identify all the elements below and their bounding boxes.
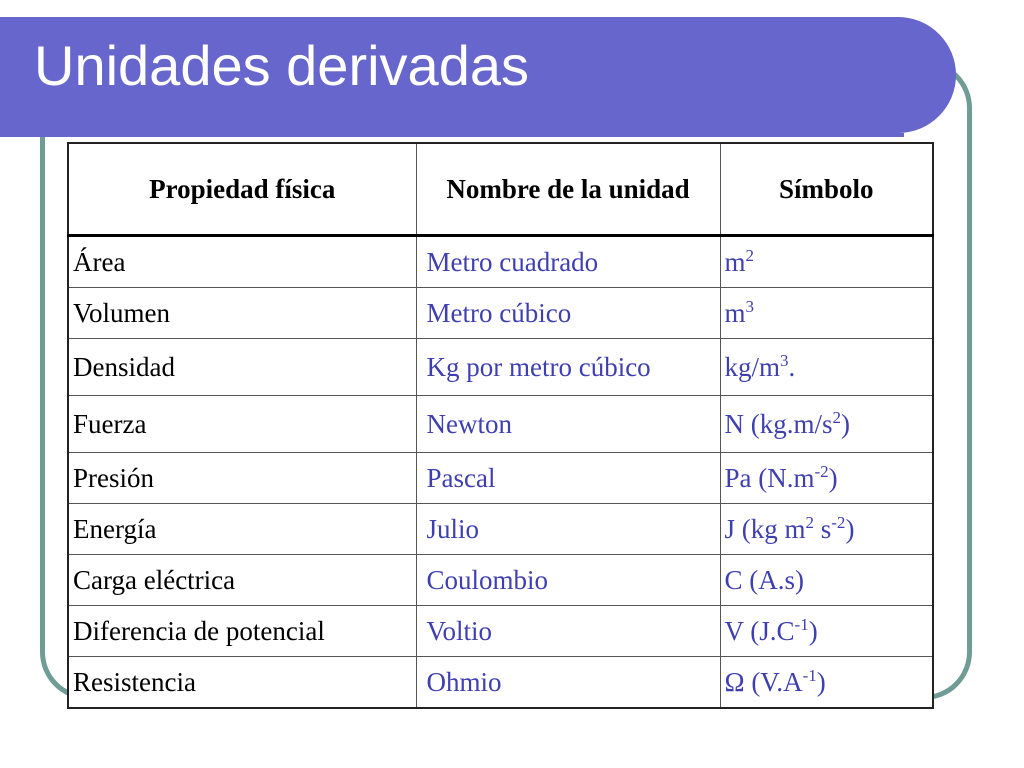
cell-property: Resistencia xyxy=(68,657,416,709)
cell-symbol xyxy=(720,396,933,453)
symbol-text: kg/m xyxy=(724,351,781,382)
title-underline xyxy=(0,133,904,137)
symbol-text: m xyxy=(724,246,746,277)
cell-unit-name: Kg por metro cúbico xyxy=(416,339,720,396)
table-row xyxy=(68,657,933,709)
symbol-text: ) xyxy=(816,666,826,697)
cell-unit-name: Coulombio xyxy=(416,555,720,606)
table-row xyxy=(68,504,933,555)
cell-property: Diferencia de potencial xyxy=(68,606,416,657)
cell-symbol xyxy=(720,657,933,709)
table-row xyxy=(68,339,933,396)
cell-symbol xyxy=(720,504,933,555)
cell-symbol xyxy=(720,453,933,504)
symbol-text: ) xyxy=(808,615,818,646)
symbol-text: J (kg m xyxy=(724,513,806,544)
header-symbol: Símbolo xyxy=(720,143,933,236)
symbol-text: m xyxy=(724,297,746,328)
cell-unit-name: Pascal xyxy=(416,453,720,504)
derived-units-table xyxy=(67,142,934,709)
table-header-row xyxy=(68,143,933,236)
symbol-text: ) xyxy=(828,462,838,493)
symbol-exponent: 3 xyxy=(745,296,755,316)
table-row xyxy=(68,288,933,339)
cell-unit-name: Voltio xyxy=(416,606,720,657)
cell-property: Densidad xyxy=(68,339,416,396)
cell-symbol xyxy=(720,606,933,657)
cell-property: Fuerza xyxy=(68,396,416,453)
table-row xyxy=(68,453,933,504)
symbol-text: Ω (V.A xyxy=(724,666,803,697)
table-row xyxy=(68,555,933,606)
header-property: Propiedad física xyxy=(68,143,416,236)
cell-symbol xyxy=(720,339,933,396)
symbol-text: N (kg.m/s xyxy=(724,408,833,439)
symbol-text: V (J.C xyxy=(724,615,795,646)
cell-property: Área xyxy=(68,236,416,288)
cell-unit-name: Newton xyxy=(416,396,720,453)
cell-property: Presión xyxy=(68,453,416,504)
table-row xyxy=(68,606,933,657)
symbol-exponent: -1 xyxy=(794,614,809,634)
symbol-exponent: 2 xyxy=(745,245,755,265)
symbol-text: s xyxy=(814,513,832,544)
cell-symbol xyxy=(720,555,933,606)
symbol-exponent: -2 xyxy=(831,512,846,532)
cell-unit-name: Metro cuadrado xyxy=(416,236,720,288)
symbol-text: ) xyxy=(845,513,855,544)
symbol-text: Pa (N.m xyxy=(724,462,815,493)
cell-property: Energía xyxy=(68,504,416,555)
cell-property: Carga eléctrica xyxy=(68,555,416,606)
slide-title: Unidades derivadas xyxy=(34,34,529,97)
header-unit-name: Nombre de la unidad xyxy=(416,143,720,236)
symbol-exponent: 2 xyxy=(805,512,814,532)
symbol-exponent: -1 xyxy=(802,665,817,685)
table-row xyxy=(68,236,933,288)
cell-property: Volumen xyxy=(68,288,416,339)
symbol-text: C (A.s) xyxy=(724,564,804,595)
cell-unit-name: Ohmio xyxy=(416,657,720,709)
table-row xyxy=(68,396,933,453)
symbol-exponent: -2 xyxy=(814,461,829,481)
cell-unit-name: Julio xyxy=(416,504,720,555)
cell-unit-name: Metro cúbico xyxy=(416,288,720,339)
cell-symbol xyxy=(720,288,933,339)
symbol-text: . xyxy=(788,351,796,382)
symbol-text: ) xyxy=(841,408,850,439)
symbol-exponent: 2 xyxy=(832,407,841,427)
symbol-exponent: 3 xyxy=(780,350,789,370)
cell-symbol xyxy=(720,236,933,288)
